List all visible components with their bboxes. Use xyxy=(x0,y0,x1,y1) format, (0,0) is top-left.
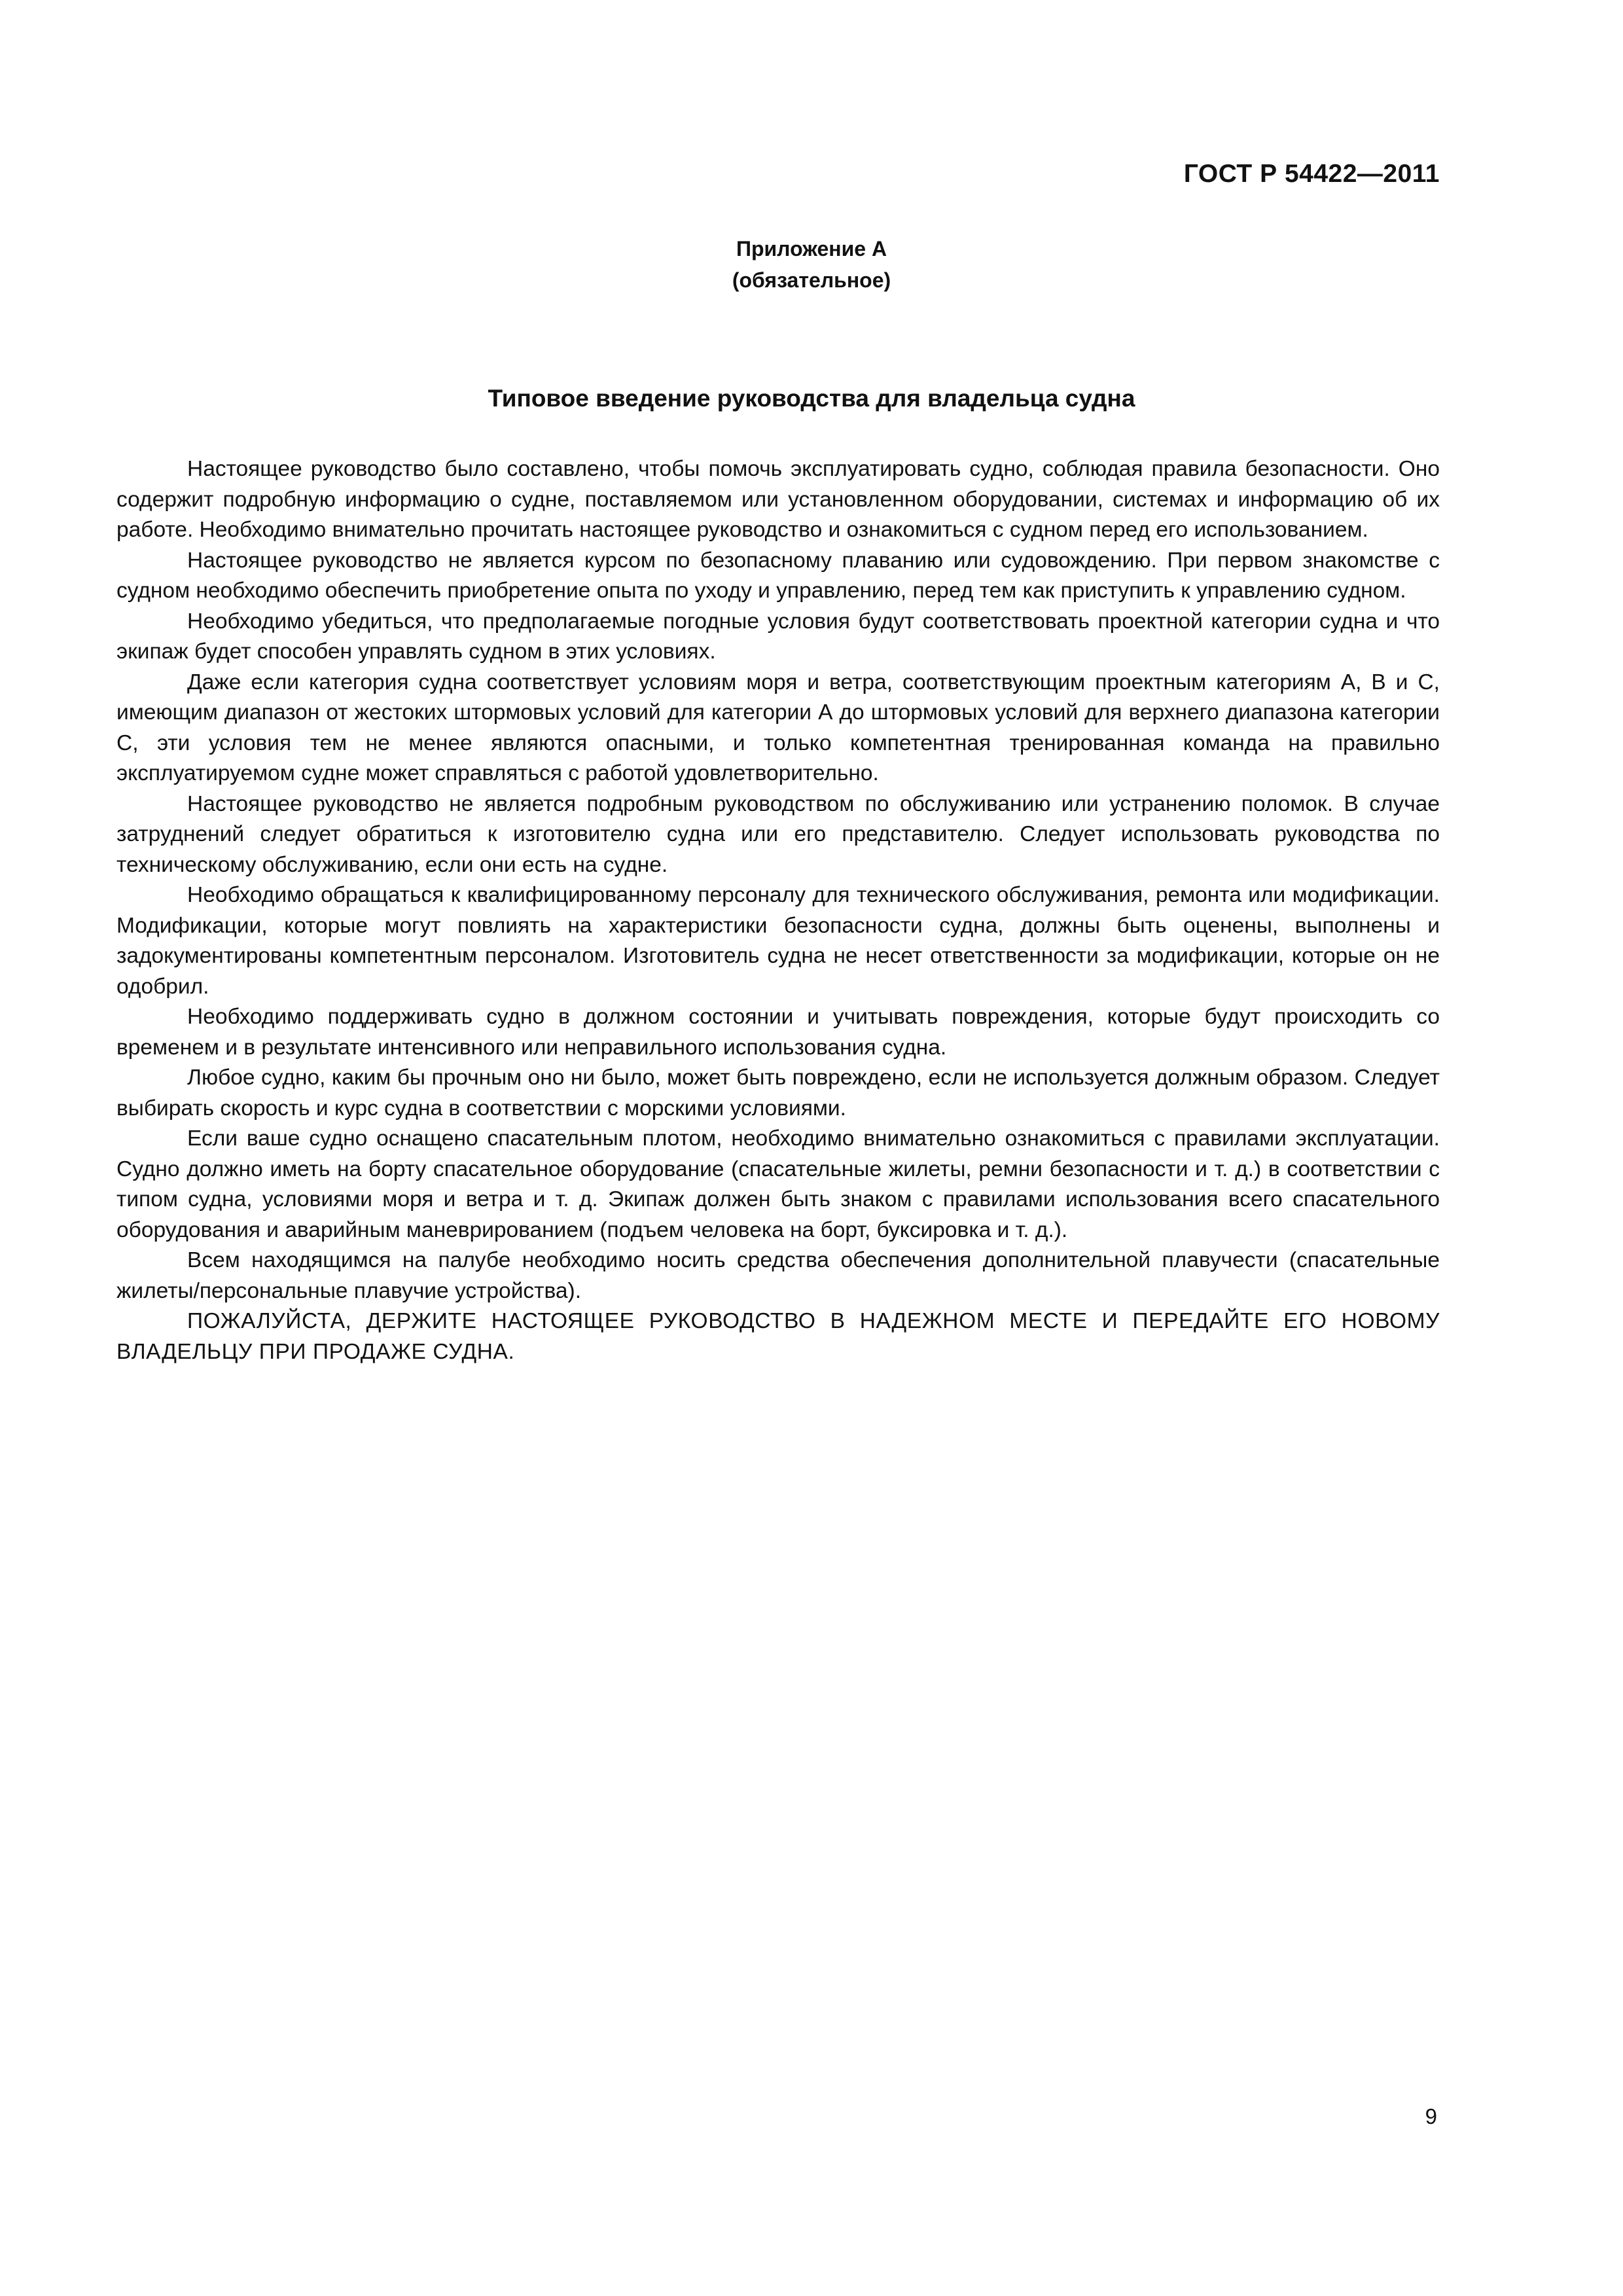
page-title: Типовое введение руководства для владельца судна xyxy=(488,385,1135,412)
page-number: 9 xyxy=(1425,2104,1437,2128)
paragraph: Настоящее руководство не является курсом по безопасному плаванию или судовождению. При первом знакомстве с судном необходимо обеспечить приобретение опыта по уходу и управлению, перед тем как приступить к управлению судном. xyxy=(116,548,1440,603)
paragraph: Необходимо поддерживать судно в должном состоянии и учитывать повреждения, которые будут происходить со временем и в результате интенсивного или неправильного использования судна. xyxy=(116,1005,1440,1060)
paragraph: Всем находящимся на палубе необходимо носить средства обеспечения дополнительной плавучести (спасательные жилеты/персональные плавучие устройства). xyxy=(116,1248,1440,1303)
paragraph: Необходимо убедиться, что предполагаемые погодные условия будут соответствовать проектной категории судна и что экипаж будет способен управлять судном в этих условиях. xyxy=(116,609,1440,664)
paragraph: Необходимо обращаться к квалифицированному персоналу для технического обслуживания, ремонта или модификации. Модификации, которые могут повлиять на характеристики безопасности судна, должны быть оценены, выполнены и задокументированы компетентным персоналом. Изготовитель судна не несет ответственности за модификации, которые он не одобрил. xyxy=(116,883,1440,999)
closing-notice: ПОЖАЛУЙСТА, ДЕРЖИТЕ НАСТОЯЩЕЕ РУКОВОДСТВО В НАДЕЖНОМ МЕСТЕ И ПЕРЕДАЙТЕ ЕГО НОВОМУ ВЛАДЕЛЬЦУ ПРИ ПРОДАЖЕ СУДНА. xyxy=(116,1309,1440,1364)
paragraph: Если ваше судно оснащено спасательным плотом, необходимо внимательно ознакомиться с правилами эксплуатации. Судно должно иметь на борту спасательное оборудование (спасательные жилеты, ремни безопасности и т. д.) в соответствии с типом судна, условиями моря и ветра и т. д. Экипаж должен быть знаком с правилами использования всего спасательного оборудования и аварийным маневрированием (подъем человека на борт, буксировка и т. д.). xyxy=(116,1126,1440,1242)
appendix-status: (обязательное) xyxy=(732,268,891,292)
paragraph: Даже если категория судна соответствует условиям моря и ветра, соответствующим проектным категориям А, В и С, имеющим диапазон от жестоких штормовых условий для категории А до штормовых условий для верхнего диапазона категории С, эти условия тем не менее являются опасными, и только компетентная тренированная команда на правильно эксплуатируемом судне может справляться с работой удовлетворительно. xyxy=(116,670,1440,785)
paragraph: Любое судно, каким бы прочным оно ни было, может быть повреждено, если не используется должным образом. Следует выбирать скорость и курс судна в соответствии с морскими условиями. xyxy=(116,1066,1440,1121)
appendix-heading xyxy=(0,233,1623,296)
appendix-label: Приложение А xyxy=(736,237,887,260)
paragraph: Настоящее руководство было составлено, чтобы помочь эксплуатировать судно, соблюдая правила безопасности. Оно содержит подробную информацию о судне, поставляемом или установленном оборудовании, системах и информацию об их работе. Необходимо внимательно прочитать настоящее руководство и ознакомиться с судном перед его использованием. xyxy=(116,457,1440,542)
body-text xyxy=(116,454,1440,1367)
document-code: ГОСТ Р 54422—2011 xyxy=(1183,160,1440,188)
paragraph: Настоящее руководство не является подробным руководством по обслуживанию или устранению поломок. В случае затруднений следует обратиться к изготовителю судна или его представителю. Следует использовать руководства по техническому обслуживанию, если они есть на судне. xyxy=(116,791,1440,877)
